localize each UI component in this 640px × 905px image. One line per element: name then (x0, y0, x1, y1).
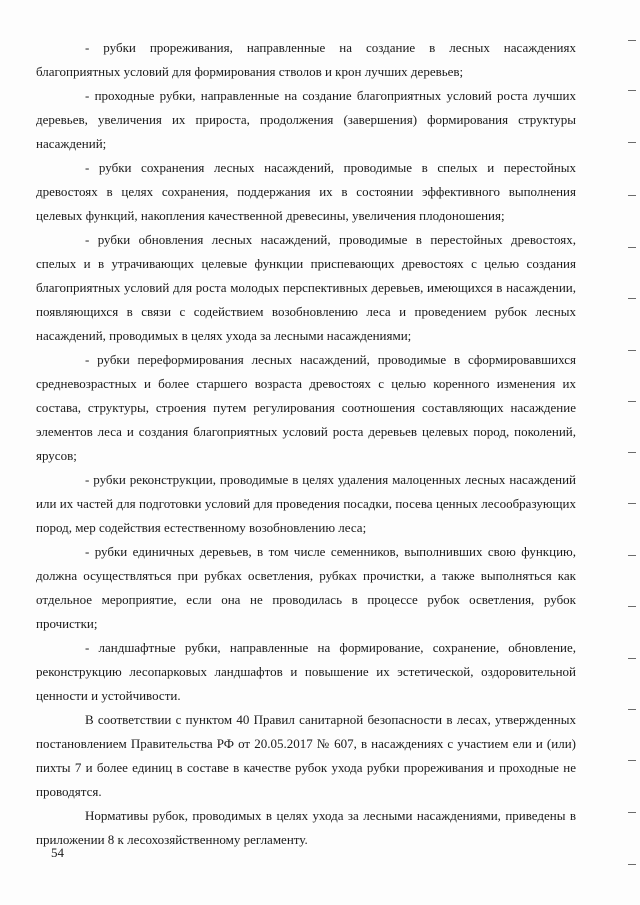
scan-edge-mark (628, 247, 636, 248)
paragraph-conservation-cuts: - рубки сохранения лесных насаждений, проводимые в спелых и перестойных древостоях в целях сохранения, поддержания их в состоянии эффективного выполнения целевых функций, накопления качественной древесины, увеличения плодоношения; (36, 160, 576, 223)
paragraph-landscape-cuts: - ландшафтные рубки, направленные на формирование, сохранение, обновление, реконструкцию лесопарковых ландшафтов и повышение их эстетической, оздоровительной ценности и устойчивости. (36, 640, 576, 703)
scan-edge-mark (628, 503, 636, 504)
paragraph-reformation-cuts: - рубки переформирования лесных насаждений, проводимые в сформировавшихся средневозрастных и более старшего возраста древостоях с целью коренного изменения их состава, структуры, строения путем регулирования соотношения составляющих насаждение элементов леса и создания благоприятных условий роста деревьев целевых пород, поколений, ярусов; (36, 352, 576, 463)
page-number: 54 (51, 845, 64, 860)
scan-edge-mark (628, 709, 636, 710)
paragraph-thinning-cuts: - рубки прореживания, направленные на создание в лесных насаждениях благоприятных условий для формирования стволов и крон лучших деревьев; (36, 40, 576, 79)
document-body (36, 36, 576, 852)
scan-edge-mark (628, 142, 636, 143)
paragraph-cutting-standards: Нормативы рубок, проводимых в целях ухода за лесными насаждениями, приведены в приложении 8 к лесохозяйственному регламенту. (36, 808, 576, 847)
scan-edge-mark (628, 555, 636, 556)
scan-edge-mark (628, 350, 636, 351)
paragraph-single-tree-cuts: - рубки единичных деревьев, в том числе семенников, выполнивших свою функцию, должна осуществляться при рубках осветления, рубках прочистки, а также выполняться как отдельное мероприятие, если она не проводилась в процессе рубок осветления, рубок прочистки; (36, 544, 576, 631)
scan-edge-mark (628, 760, 636, 761)
paragraph-passage-cuts: - проходные рубки, направленные на создание благоприятных условий роста лучших деревьев, увеличения их прироста, продолжения (завершения) формирования структуры насаждений; (36, 88, 576, 151)
scan-edge-mark (628, 658, 636, 659)
scan-edge-mark (628, 90, 636, 91)
scan-edge-mark (628, 298, 636, 299)
paragraph-reconstruction-cuts: - рубки реконструкции, проводимые в целях удаления малоценных лесных насаждений или их частей для подготовки условий для проведения посадки, посева ценных лесообразующих пород, мер содействия естественному возобновлению леса; (36, 472, 576, 535)
scan-edge-marks (620, 0, 640, 905)
scan-edge-mark (628, 401, 636, 402)
scan-edge-mark (628, 812, 636, 813)
scan-edge-mark (628, 864, 636, 865)
paragraph-sanitary-rules: В соответствии с пунктом 40 Правил санитарной безопасности в лесах, утвержденных постановлением Правительства РФ от 20.05.2017 № 607, в насаждениях с участием ели и (или) пихты 7 и более единиц в составе в качестве рубок ухода рубки прореживания и проходные не проводятся. (36, 712, 576, 799)
scan-edge-mark (628, 452, 636, 453)
paragraph-renewal-cuts: - рубки обновления лесных насаждений, проводимые в перестойных древостоях, спелых и в утрачивающих целевые функции приспевающих древостоях с целью создания благоприятных условий для роста молодых перспективных деревьев, имеющихся в насаждении, появляющихся в связи с содействием возобновлению леса и проведением рубок лесных насаждений, проводимых в целях ухода за лесными насаждениями; (36, 232, 576, 343)
scan-edge-mark (628, 606, 636, 607)
scan-edge-mark (628, 40, 636, 41)
scan-edge-mark (628, 195, 636, 196)
